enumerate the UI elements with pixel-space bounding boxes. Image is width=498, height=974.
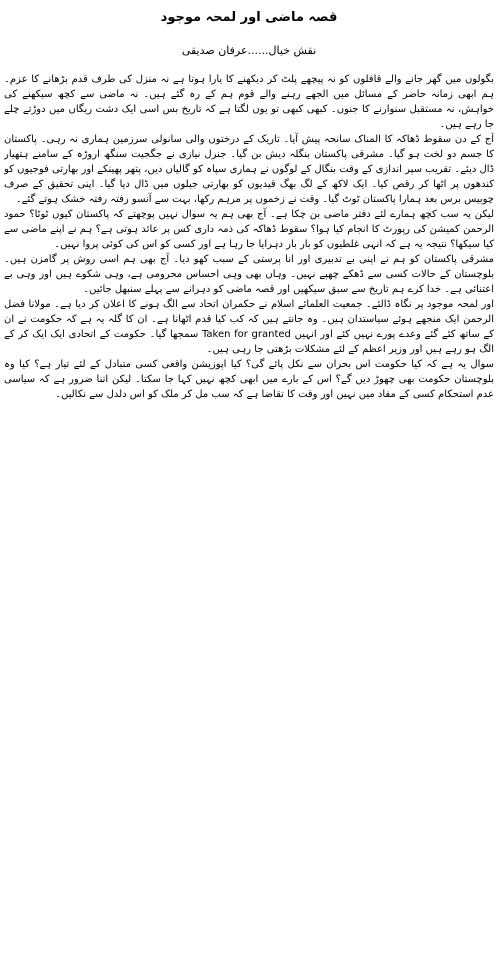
paragraph: سوال یہ ہے کہ کیا حکومت اس بحران سے نکل پائے گی؟ کیا اپوزیشن واقعی کسی متبادل کے لئے تیار ہے؟ کیا وہ بلوچستان حکومت بھی چھوڑ دیں گے؟ اس کے بارے میں ابھی کچھ نہیں کہا جا سکتا۔ لیکن اتنا ضرور ہے کہ سیاسی عدم استحکام کسی کے مفاد میں نہیں اور وقت کا تقاضا ہے کہ سب مل کر ملک کو اس دلدل سے نکالیں۔ — [4, 359, 494, 400]
paragraph: مشرقی پاکستان کو ہم نے اپنی بے تدبیری اور انا پرستی کے سبب کھو دیا۔ آج بھی ہم اسی روش پر گامزن ہیں۔ بلوچستان کے حالات کسی سے ڈھکے چھپے نہیں۔ وہاں بھی وہی احساس محرومی ہے، وہی شکوے ہیں اور وہی بے اعتنائی ہے۔ خدا کرے ہم تاریخ سے سبق سیکھیں اور قصہ ماضی کو دہرانے سے پہلے سنبھل جائیں۔ — [4, 254, 494, 295]
article-title: قصہ ماضی اور لمحہ موجود — [160, 10, 338, 25]
paragraph: آج کے دن سقوط ڈھاکہ کا المناک سانحہ پیش آیا۔ تاریک کے درختوں والی سانولی سرزمین ہماری نہ رہی۔ پاکستان کا جسم دو لخت ہو گیا۔ مشرقی پاکستان بنگلہ دیش بن گیا۔ جنرل نیازی نے جگجیت سنگھ اروڑہ کے سامنے ہتھیار ڈال دیئے۔ تقریب سپر اندازی کے وقت بنگال کے لوگوں نے ہماری سپاہ کو گالیاں دیں، پتھر پھینکے اور بھارتی فوجیوں کو کندھوں پر اٹھا کر رقص کیا۔ ایک لاکھ کے لگ بھگ قیدیوں کو بھارتی جیلوں میں ڈال دیا گیا۔ اپنی تحقیق کے صرف چوبیس برس بعد ہمارا پاکستان ٹوٹ گیا۔ وقت نے زخموں پر مرہم رکھا، بہت سے آنسو رفتہ رفتہ خشک ہوتے گئے۔ — [4, 134, 494, 205]
paragraph: لیکن یہ سب کچھ ہمارے لئے دفتر ماضی بن چکا ہے۔ آج بھی ہم یہ سوال نہیں پوچھتے کہ پاکستان کیوں ٹوٹا؟ حمود الرحمن کمیشن کی رپورٹ کا انجام کیا ہوا؟ سقوط ڈھاکہ کی ذمہ داری کس پر عائد ہوتی ہے؟ ہم نے اپنے ماضی سے کیا سیکھا؟ نتیجہ یہ ہے کہ انہی غلطیوں کو بار بار دہرایا جا رہا ہے اور کسی کو اس کی کوئی پروا نہیں۔ — [4, 209, 494, 250]
article-byline: نقش خیال......عرفان صدیقی — [181, 44, 317, 57]
article-body — [4, 72, 494, 970]
paragraph: اور لمحہ موجود پر نگاہ ڈالئے۔ جمعیت العلمائے اسلام نے حکمران اتحاد سے الگ ہونے کا اعلان کر دیا ہے۔ مولانا فضل الرحمن ایک منجھے ہوئے سیاستدان ہیں۔ وہ جانتے ہیں کہ کب کیا قدم اٹھانا ہے۔ ان کا گلہ یہ ہے کہ حکومت نے ان کے ساتھ کئے گئے وعدے پورے نہیں کئے اور انہیں Taken for granted سمجھا گیا۔ حکومت کے اتحادی ایک ایک کر کے الگ ہو رہے ہیں اور وزیر اعظم کے لئے مشکلات بڑھتی جا رہی ہیں۔ — [4, 299, 494, 355]
paragraph: بگولوں میں گھر جانے والے قافلوں کو نہ پیچھے پلٹ کر دیکھنے کا یارا ہوتا ہے نہ منزل کی طرف قدم بڑھانے کا عزم۔ ہم ابھی زمانہ حاضر کے مسائل میں الجھے رہنے والے قوم ہم کے رہ گئے ہیں۔ نہ ماضی سے کچھ سیکھنے کی خواہش، نہ مستقبل سنوارنے کا جنوں۔ کبھی کبھی تو یوں لگتا ہے کہ تاریخ بس اسی ایک دشت ریگاں میں دوڑتے چلے جا رہے ہیں۔ — [4, 74, 494, 130]
article-header — [0, 0, 498, 70]
